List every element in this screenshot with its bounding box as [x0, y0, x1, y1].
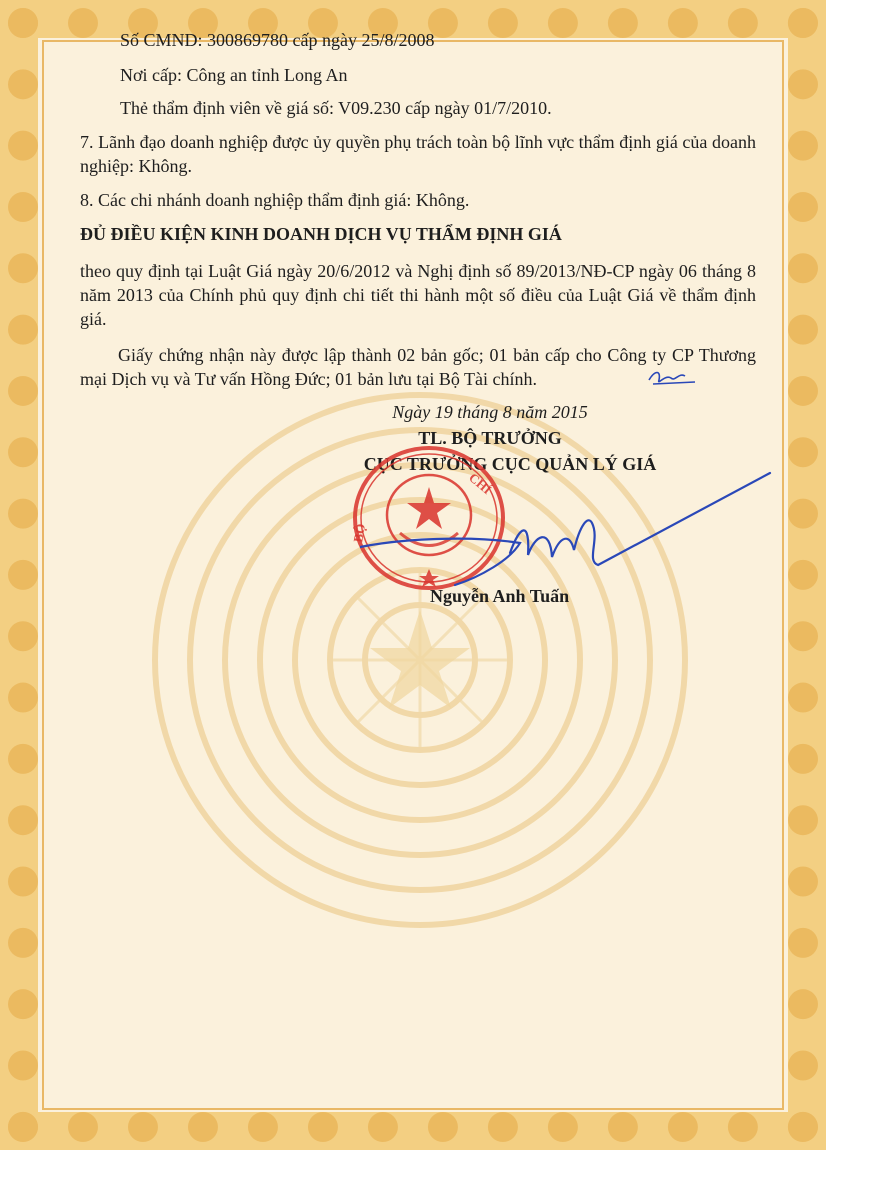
signer-name: Nguyễn Anh Tuấn	[430, 586, 570, 606]
signer-title-2: CỤC TRƯỞNG CỤC QUẢN LÝ GIÁ	[363, 454, 657, 474]
item-8: 8. Các chi nhánh doanh nghiệp thẩm định giá: Không.	[80, 190, 470, 210]
signature-icon	[360, 465, 780, 595]
id-card-line: Số CMND: 300869780 cấp ngày 25/8/2008	[120, 30, 435, 50]
signer-title-1: TL. BỘ TRƯỞNG	[418, 428, 562, 448]
issued-by-line: Nơi cấp: Công an tỉnh Long An	[120, 65, 348, 85]
copies-paragraph: Giấy chứng nhận này được lập thành 02 bản gốc; 01 bản cấp cho Công ty CP Thương mại Dịch vụ và Tư vấn Hồng Đức; 01 bản lưu tại Bộ Tài chính.	[80, 345, 756, 389]
svg-text:BỘ: BỘ	[350, 522, 369, 544]
item-7: 7. Lãnh đạo doanh nghiệp được ủy quyền phụ trách toàn bộ lĩnh vực thẩm định giá của doanh nghiệp: Không.	[80, 132, 756, 176]
eligibility-heading: ĐỦ ĐIỀU KIỆN KINH DOANH DỊCH VỤ THẨM ĐỊNH GIÁ	[80, 224, 562, 244]
issue-date: Ngày 19 tháng 8 năm 2015	[392, 402, 588, 422]
legal-basis-paragraph: theo quy định tại Luật Giá ngày 20/6/2012 và Nghị định số 89/2013/NĐ-CP ngày 06 tháng 8 năm 2013 của Chính phủ quy định chi tiết thi hành một số điều của Luật Giá về thẩm định giá.	[80, 261, 756, 329]
initial-mark-icon	[645, 366, 700, 388]
appraiser-card-line: Thẻ thẩm định viên về giá số: V09.230 cấp ngày 01/7/2010.	[120, 98, 552, 118]
svg-text:CHÍ: CHÍ	[466, 469, 495, 498]
